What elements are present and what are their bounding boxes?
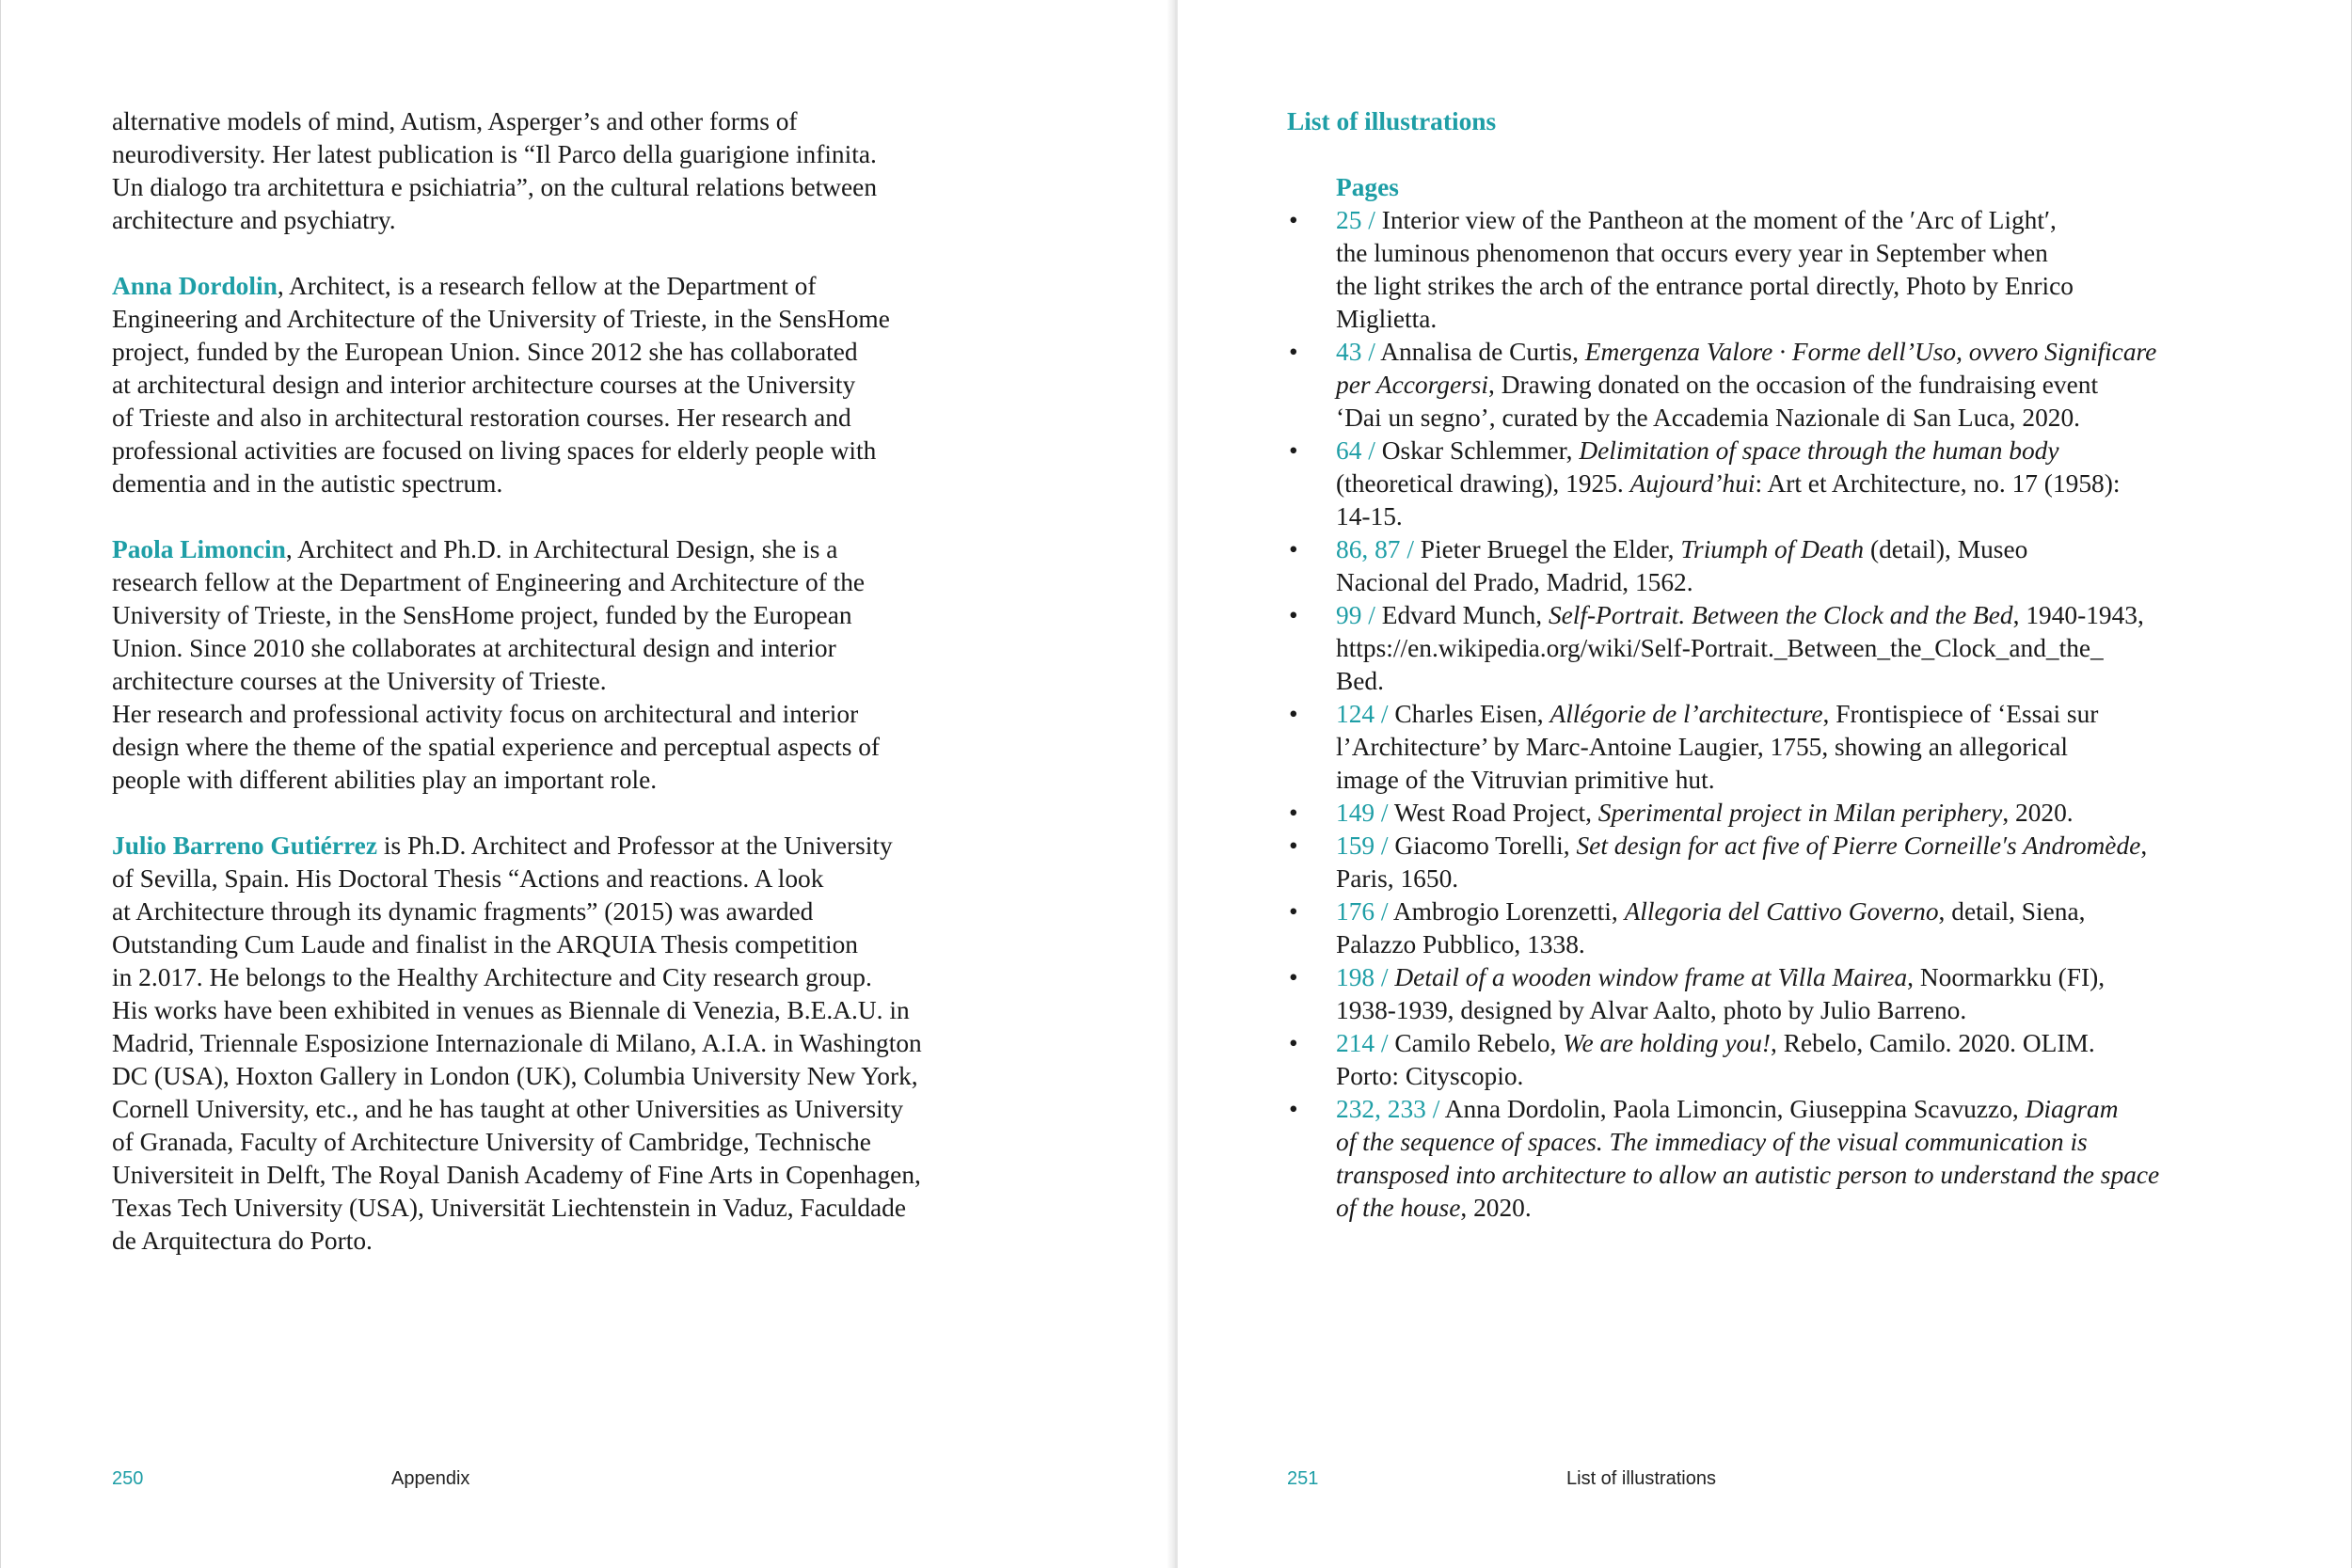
text-line: [1336, 599, 2181, 632]
pages-heading: Pages: [1336, 173, 1399, 201]
text-fragment: Giacomo Torelli,: [1388, 832, 1577, 860]
text-fragment: Interior view of the Pantheon at the moment of the ′Arc of Light′,: [1375, 206, 2057, 234]
illustration-list-item: [1287, 797, 2181, 830]
text-line: [1336, 303, 2181, 336]
text-fragment: ‘Dai un segno’, curated by the Accademia Nazionale di San Luca, 2020.: [1336, 404, 2080, 432]
running-footer-section: Appendix: [391, 1468, 470, 1489]
illustration-page-ref: 176 /: [1336, 897, 1389, 926]
illustration-page-ref: 232, 233 /: [1336, 1095, 1440, 1123]
text-fragment: , Noormarkku (FI),: [1907, 963, 2106, 991]
text-line: Engineering and Architecture of the University of Trieste, in the SensHome: [112, 305, 890, 333]
illustration-page-ref: 99 /: [1336, 601, 1375, 629]
text-line: [1336, 895, 2181, 928]
text-fragment: Paris, 1650.: [1336, 864, 1459, 893]
illustration-list-item: [1287, 830, 2181, 895]
text-fragment: 1938-1939, designed by Alvar Aalto, photo by Julio Barreno.: [1336, 996, 1967, 1024]
text-fragment: Edvard Munch,: [1375, 601, 1549, 629]
text-fragment: : Art et Architecture, no. 17 (1958):: [1755, 469, 2121, 498]
illustration-list-item: [1287, 204, 2181, 336]
text-line: [1336, 797, 2181, 830]
italic-title-fragment: of the sequence of spaces. The immediacy of the visual communication is: [1336, 1128, 2088, 1156]
bullet-icon: •: [1289, 535, 1298, 563]
text-line: [1336, 632, 2181, 665]
text-line: of Granada, Faculty of Architecture University of Cambridge, Technische: [112, 1128, 871, 1156]
text-line: Her research and professional activity focus on architectural and interior: [112, 700, 859, 728]
contributors-text: [112, 105, 1034, 1291]
italic-title-fragment: Aujourd’hui: [1629, 469, 1756, 498]
text-line: research fellow at the Department of Engineering and Architecture of the: [112, 568, 866, 596]
text-fragment: , detail, Siena,: [1938, 897, 2086, 926]
illustration-list-item: [1287, 599, 2181, 698]
text-line: at Architecture through its dynamic fragments” (2015) was awarded: [112, 897, 814, 926]
text-line: alternative models of mind, Autism, Asperger’s and other forms of: [112, 107, 798, 135]
text-line: Madrid, Triennale Esposizione Internazionale di Milano, A.I.A. in Washington: [112, 1029, 922, 1057]
text-line: Cornell University, etc., and he has taught at other Universities as University: [112, 1095, 904, 1123]
section-title: List of illustrations: [1287, 107, 1497, 135]
text-line: [112, 533, 1034, 566]
text-line: His works have been exhibited in venues as Biennale di Venezia, B.E.A.U. in: [112, 996, 910, 1024]
text-fragment: 14-15.: [1336, 502, 1403, 531]
text-line: [1336, 566, 2181, 599]
left-footer-section: [391, 1467, 469, 1490]
text-line: [1336, 1027, 2181, 1060]
text-fragment: Oskar Schlemmer,: [1375, 436, 1580, 465]
illustration-page-ref: 214 /: [1336, 1029, 1389, 1057]
text-line: [1336, 533, 2181, 566]
text-fragment: , Architect and Ph.D. in Architectural Design, she is a: [285, 535, 838, 563]
text-line: [1336, 698, 2181, 731]
text-line: professional activities are focused on living spaces for elderly people with: [112, 436, 877, 465]
text-line: neurodiversity. Her latest publication is “Il Parco della guarigione infinita.: [112, 140, 877, 168]
text-line: [1336, 336, 2181, 369]
text-line: [1336, 402, 2181, 435]
italic-title-fragment: We are holding you!: [1563, 1029, 1772, 1057]
text-line: [1336, 961, 2181, 994]
text-fragment: , Rebelo, Camilo. 2020. OLIM.: [1771, 1029, 2095, 1057]
illustration-list-item: [1287, 533, 2181, 599]
text-line: project, funded by the European Union. Since 2012 she has collaborated: [112, 338, 858, 366]
italic-title-fragment: of the house: [1336, 1194, 1461, 1222]
bullet-icon: •: [1289, 799, 1298, 827]
illustration-page-ref: 159 /: [1336, 832, 1389, 860]
illustration-page-ref: 43 /: [1336, 338, 1375, 366]
text-fragment: West Road Project,: [1388, 799, 1598, 827]
text-fragment: https://en.wikipedia.org/wiki/Self-Portrait._Between_the_Clock_and_the_: [1336, 634, 2104, 662]
text-line: design where the theme of the spatial experience and perceptual aspects of: [112, 733, 881, 761]
bio-paragraph-julio-barreno: [112, 830, 1034, 1258]
text-fragment: Charles Eisen,: [1388, 700, 1550, 728]
italic-title-fragment: Sperimental project in Milan periphery: [1597, 799, 2003, 827]
text-line: [1336, 1159, 2181, 1192]
text-line: Union. Since 2010 she collaborates at architectural design and interior: [112, 634, 836, 662]
text-line: [1336, 369, 2181, 402]
italic-title-fragment: Allegoria del Cattivo Governo: [1624, 897, 1939, 926]
text-line: [1336, 467, 2181, 500]
italic-title-fragment: Emergenza Valore · Forme dell’Uso, ovvero Significare: [1584, 338, 2157, 366]
text-line: [1336, 237, 2181, 270]
bullet-icon: •: [1289, 832, 1298, 860]
bullet-icon: •: [1289, 1095, 1298, 1123]
right-footer-section: [1566, 1467, 1716, 1490]
page-number: 251: [1287, 1468, 1319, 1489]
text-line: Un dialogo tra architettura e psichiatria”, on the cultural relations between: [112, 173, 878, 201]
bio-paragraph-paola-limoncin: [112, 533, 1034, 797]
text-fragment: , Architect, is a research fellow at the Department of: [277, 272, 817, 300]
bullet-icon: •: [1289, 206, 1298, 234]
text-line: [112, 270, 1034, 303]
italic-title-fragment: Delimitation of space through the human body: [1579, 436, 2059, 465]
left-footer-page-number: [112, 1467, 143, 1490]
text-line: [1336, 863, 2181, 895]
bullet-icon: •: [1289, 1029, 1298, 1057]
text-fragment: l’Architecture’ by Marc-Antoine Laugier, 1755, showing an allegorical: [1336, 733, 2068, 761]
bullet-icon: •: [1289, 963, 1298, 991]
italic-title-fragment: transposed into architecture to allow an autistic person to understand the space: [1336, 1161, 2160, 1189]
text-line: in 2.017. He belongs to the Healthy Architecture and City research group.: [112, 963, 872, 991]
bullet-icon: •: [1289, 897, 1298, 926]
text-fragment: the light strikes the arch of the entrance portal directly, Photo by Enrico: [1336, 272, 2074, 300]
illustration-list-item: [1287, 895, 2181, 961]
right-footer-page-number: [1287, 1467, 1318, 1490]
illustrations-list: [1287, 204, 2181, 1225]
italic-title-fragment: Detail of a wooden window frame at Villa Mairea: [1394, 963, 1908, 991]
illustration-page-ref: 64 /: [1336, 436, 1375, 465]
text-line: DC (USA), Hoxton Gallery in London (UK), Columbia University New York,: [112, 1062, 918, 1090]
italic-title-fragment: per Accorgersi: [1336, 371, 1489, 399]
left-page: [0, 0, 1174, 1568]
text-line: University of Trieste, in the SensHome project, funded by the European: [112, 601, 852, 629]
text-fragment: Bed.: [1336, 667, 1384, 695]
illustration-page-ref: 86, 87 /: [1336, 535, 1414, 563]
bullet-icon: •: [1289, 700, 1298, 728]
text-fragment: the luminous phenomenon that occurs every year in September when: [1336, 239, 2048, 267]
right-page: [1178, 0, 2352, 1568]
illustration-list-item: [1287, 1093, 2181, 1225]
text-line: [1336, 994, 2181, 1027]
contributor-name: Paola Limoncin: [112, 535, 286, 563]
text-line: [1336, 731, 2181, 764]
text-fragment: Camilo Rebelo,: [1388, 1029, 1564, 1057]
text-fragment: , Frontispiece of ‘Essai sur: [1822, 700, 2099, 728]
text-fragment: Ambrogio Lorenzetti,: [1388, 897, 1625, 926]
text-fragment: Annalisa de Curtis,: [1375, 338, 1585, 366]
text-line: at architectural design and interior architecture courses at the University: [112, 371, 856, 399]
text-line: [112, 830, 1034, 863]
text-line: [1336, 1060, 2181, 1093]
italic-title-fragment: Self-Portrait. Between the Clock and the Bed: [1548, 601, 2013, 629]
italic-title-fragment: Diagram: [2025, 1095, 2119, 1123]
illustration-page-ref: 124 /: [1336, 700, 1389, 728]
bio-paragraph-anna-dordolin: [112, 270, 1034, 500]
bullet-icon: •: [1289, 436, 1298, 465]
bio-paragraph-continued: [112, 105, 1034, 237]
illustration-list-item: [1287, 336, 2181, 435]
illustrations-list-section: [1287, 105, 2181, 1225]
text-line: [1336, 435, 2181, 467]
text-line: [1336, 204, 2181, 237]
illustration-page-ref: 198 /: [1336, 963, 1389, 991]
contributor-name: Julio Barreno Gutiérrez: [112, 832, 377, 860]
text-fragment: (detail), Museo: [1864, 535, 2028, 563]
text-line: of Sevilla, Spain. His Doctoral Thesis “Actions and reactions. A look: [112, 864, 824, 893]
text-fragment: is Ph.D. Architect and Professor at the University: [376, 832, 893, 860]
text-line: Texas Tech University (USA), Universität Liechtenstein in Vaduz, Faculdade: [112, 1194, 907, 1222]
bullet-icon: •: [1289, 601, 1298, 629]
text-line: of Trieste and also in architectural restoration courses. Her research and: [112, 404, 851, 432]
text-line: [1336, 830, 2181, 863]
page-number: 250: [112, 1468, 144, 1489]
text-fragment: , Drawing donated on the occasion of the fundraising event: [1488, 371, 2099, 399]
text-fragment: Palazzo Pubblico, 1338.: [1336, 930, 1585, 958]
text-line: [1336, 500, 2181, 533]
text-line: Universiteit in Delft, The Royal Danish Academy of Fine Arts in Copenhagen,: [112, 1161, 921, 1189]
text-fragment: ,: [2140, 832, 2148, 860]
illustration-list-item: [1287, 1027, 2181, 1093]
illustration-page-ref: 25 /: [1336, 206, 1375, 234]
text-line: [1336, 665, 2181, 698]
text-fragment: , 2020.: [1460, 1194, 1532, 1222]
italic-title-fragment: Set design for act five of Pierre Corneille′s Andromède: [1576, 832, 2141, 860]
text-line: [1336, 928, 2181, 961]
text-line: de Arquitectura do Porto.: [112, 1227, 373, 1255]
text-fragment: image of the Vitruvian primitive hut.: [1336, 766, 1715, 794]
text-line: [1336, 1126, 2181, 1159]
illustration-list-item: [1287, 698, 2181, 797]
text-line: Outstanding Cum Laude and finalist in the ARQUIA Thesis competition: [112, 930, 858, 958]
text-fragment: Miglietta.: [1336, 305, 1438, 333]
text-line: [1336, 1093, 2181, 1126]
text-line: [1336, 764, 2181, 797]
text-fragment: Anna Dordolin, Paola Limoncin, Giuseppina Scavuzzo,: [1439, 1095, 2026, 1123]
text-line: architecture courses at the University of Trieste.: [112, 667, 607, 695]
contributor-name: Anna Dordolin: [112, 272, 278, 300]
italic-title-fragment: Allégorie de l’architecture: [1549, 700, 1823, 728]
text-fragment: , 2020.: [2002, 799, 2074, 827]
bullet-icon: •: [1289, 338, 1298, 366]
illustration-page-ref: 149 /: [1336, 799, 1389, 827]
text-line: [1336, 270, 2181, 303]
text-fragment: Pieter Bruegel the Elder,: [1413, 535, 1681, 563]
italic-title-fragment: Triumph of Death: [1680, 535, 1865, 563]
text-fragment: Porto: Cityscopio.: [1336, 1062, 1524, 1090]
illustration-list-item: [1287, 435, 2181, 533]
text-line: people with different abilities play an important role.: [112, 766, 658, 794]
text-line: dementia and in the autistic spectrum.: [112, 469, 503, 498]
text-line: architecture and psychiatry.: [112, 206, 396, 234]
running-footer-section: List of illustrations: [1566, 1468, 1716, 1489]
text-fragment: (theoretical drawing), 1925.: [1336, 469, 1630, 498]
text-fragment: , 1940-1943,: [2012, 601, 2144, 629]
text-fragment: Nacional del Prado, Madrid, 1562.: [1336, 568, 1693, 596]
illustration-list-item: [1287, 961, 2181, 1027]
text-line: [1336, 1192, 2181, 1225]
